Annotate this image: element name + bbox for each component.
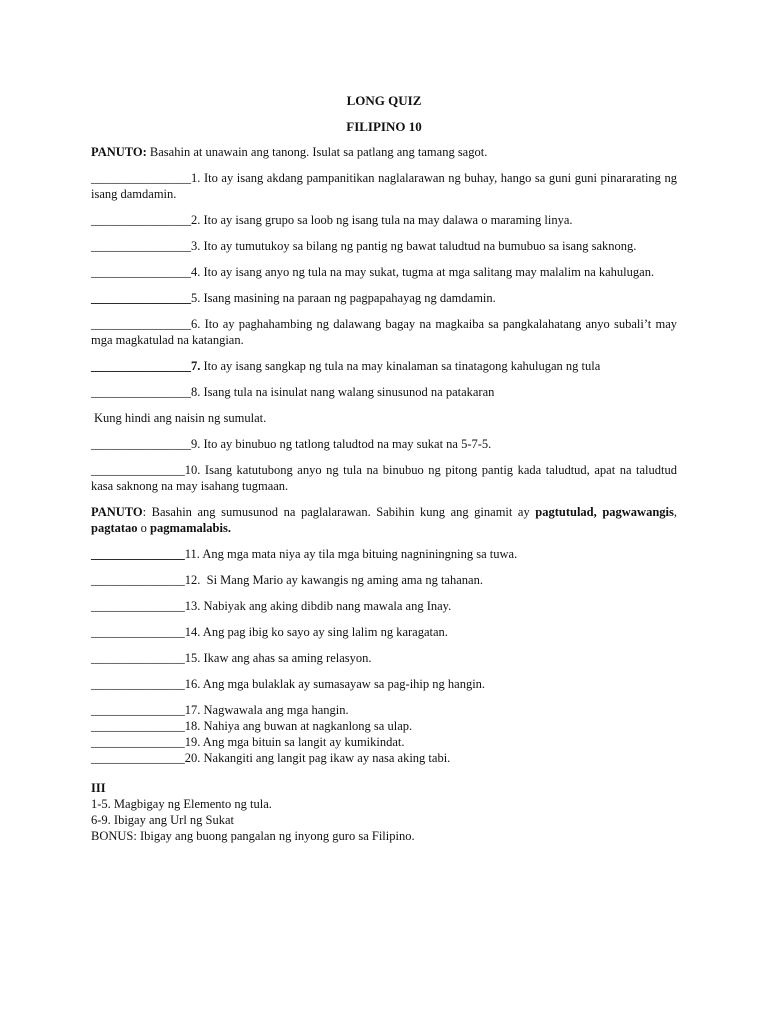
quiz-item-16 (91, 676, 677, 692)
answer-blank[interactable]: _______________ (91, 599, 185, 613)
quiz-item-5 (91, 290, 677, 306)
item-number: 1. (191, 171, 201, 185)
section-iii-heading: III (91, 781, 106, 795)
quiz-item-18 (91, 718, 677, 734)
separator: o (137, 521, 151, 535)
quiz-item-2 (91, 212, 677, 228)
item-text: Isang katutubong anyo ng tula na binubuo ng pitong pantig kada taludtud, apat na taludtud kasa saknong na may isahang tugmaan. (91, 463, 677, 493)
answer-blank[interactable]: _______________ (91, 547, 185, 561)
answer-blank[interactable]: ________________ (91, 385, 191, 399)
item-text: Ang pag ibig ko sayo ay sing lalim ng karagatan. (200, 625, 448, 639)
answer-blank[interactable]: ________________ (91, 171, 191, 185)
answer-blank[interactable]: _______________ (91, 677, 185, 691)
item-text: Ang mga bituin sa langit ay kumikindat. (200, 735, 405, 749)
quiz-item-11 (91, 546, 677, 562)
answer-blank[interactable]: _______________ (91, 625, 185, 639)
item-number: 11. (184, 547, 200, 561)
item-text: Isang masining na paraan ng pagpapahayag ng damdamin. (200, 291, 496, 305)
item-text: Nakangiti ang langit pag ikaw ay nasa aking tabi. (200, 751, 451, 765)
item-text: Isang tula na isinulat nang walang sinusunod na patakaran (200, 385, 495, 399)
item-text: Ang mga mata niya ay tila mga bituing nagniningning sa tuwa. (199, 547, 518, 561)
answer-blank[interactable]: _______________ (91, 719, 185, 733)
quiz-item-3 (91, 238, 677, 254)
item-text: Nahiya ang buwan at nagkanlong sa ulap. (200, 719, 413, 733)
instruction-label: PANUTO (91, 505, 143, 519)
item-number: 5. (191, 291, 201, 305)
item-text: Ito ay paghahambing ng dalawang bagay na magkaiba sa pangkalahatang anyo subali’t may mga magkatulad na katangian. (91, 317, 677, 347)
answer-blank[interactable]: ________________ (91, 239, 191, 253)
item-number: 6. (191, 317, 201, 331)
answer-blank[interactable]: _______________ (91, 573, 185, 587)
item-text: Ang mga bulaklak ay sumasayaw sa pag-ihip ng hangin. (200, 677, 486, 691)
answer-blank[interactable]: ________________ (91, 359, 191, 373)
item-number: 20. (184, 751, 201, 765)
item-text: Nabiyak ang aking dibdib nang mawala ang Inay. (200, 599, 452, 613)
instruction-text: : Basahin ang sumusunod na paglalarawan. Sabihin kung ang ginamit ay (142, 505, 536, 519)
item-8-note: Kung hindi ang naisin ng sumulat. (94, 411, 267, 425)
item-number: 9. (191, 437, 201, 451)
answer-blank[interactable]: ________________ (91, 291, 191, 305)
item-text: Ito ay binubuo ng tatlong taludtod na may sukat na 5-7-5. (200, 437, 492, 451)
item-number: 17. (184, 703, 201, 717)
item-number: 4. (191, 265, 201, 279)
separator: , (673, 505, 677, 519)
item-number: 8. (191, 385, 201, 399)
item-number: 10. (184, 463, 201, 477)
item-number: 2. (191, 213, 201, 227)
item-text: Ito ay tumutukoy sa bilang ng pantig ng bawat taludtud na bumubuo sa isang saknong. (200, 239, 637, 253)
quiz-content (91, 93, 677, 844)
quiz-item-10 (91, 462, 677, 494)
quiz-item-1 (91, 170, 677, 202)
quiz-title: LONG QUIZ (346, 93, 422, 108)
answer-blank[interactable]: ________________ (91, 213, 191, 227)
quiz-item-4 (91, 264, 677, 280)
option-pagmamalabis: pagmamalabis. (150, 521, 231, 535)
answer-blank[interactable]: ________________ (91, 317, 191, 331)
quiz-item-14 (91, 624, 677, 640)
item-text: Ito ay isang grupo sa loob ng isang tula na may dalawa o maraming linya. (200, 213, 573, 227)
item-number: 12. (184, 573, 201, 587)
quiz-item-8 (91, 384, 677, 400)
section-iii-line-1: 1-5. Magbigay ng Elemento ng tula. (91, 797, 272, 811)
answer-blank[interactable]: _______________ (91, 703, 185, 717)
option-pagtutulad: pagtutulad, pagwawangis (535, 505, 674, 519)
option-pagtatao: pagtatao (91, 521, 138, 535)
item-text: Ito ay isang anyo ng tula na may sukat, tugma at mga salitang may malalim na kahulugan. (200, 265, 655, 279)
quiz-item-19 (91, 734, 677, 750)
item-number: 19. (184, 735, 201, 749)
quiz-item-20 (91, 750, 677, 766)
quiz-item-12 (91, 572, 677, 588)
item-text: Ikaw ang ahas sa aming relasyon. (200, 651, 372, 665)
item-number: 3. (191, 239, 201, 253)
item-number: 7. (191, 359, 201, 373)
item-text: Si Mang Mario ay kawangis ng aming ama ng tahanan. (200, 573, 483, 587)
quiz-item-7 (91, 358, 677, 374)
item-number: 14. (184, 625, 201, 639)
item-number: 13. (184, 599, 201, 613)
quiz-item-15 (91, 650, 677, 666)
item-text: Nagwawala ang mga hangin. (200, 703, 349, 717)
instruction-part2 (91, 504, 677, 536)
instruction-label: PANUTO: (91, 145, 147, 159)
item-text: Ito ay isang sangkap ng tula na may kinalaman sa tinatagong kahulugan ng tula (200, 359, 601, 373)
answer-blank[interactable]: _______________ (91, 735, 185, 749)
answer-blank[interactable]: _______________ (91, 651, 185, 665)
instruction-text: Basahin at unawain ang tanong. Isulat sa patlang ang tamang sagot. (146, 145, 488, 159)
answer-blank[interactable]: _______________ (91, 751, 185, 765)
quiz-subtitle: FILIPINO 10 (346, 119, 422, 134)
instruction-part1 (91, 144, 677, 160)
quiz-item-9 (91, 436, 677, 452)
section-iii-line-2: 6-9. Ibigay ang Url ng Sukat (91, 813, 235, 827)
answer-blank[interactable]: ________________ (91, 265, 191, 279)
item-number: 15. (184, 651, 201, 665)
quiz-item-13 (91, 598, 677, 614)
item-number: 16. (184, 677, 201, 691)
item-number: 18. (184, 719, 201, 733)
answer-blank[interactable]: ________________ (91, 437, 191, 451)
quiz-item-6 (91, 316, 677, 348)
section-iii-bonus: BONUS: Ibigay ang buong pangalan ng inyong guro sa Filipino. (91, 829, 415, 843)
answer-blank[interactable]: _______________ (91, 463, 185, 477)
item-text: Ito ay isang akdang pampanitikan naglalarawan ng buhay, hango sa guni guni pinararating ng isang damdamin. (91, 171, 677, 201)
quiz-item-17 (91, 702, 677, 718)
